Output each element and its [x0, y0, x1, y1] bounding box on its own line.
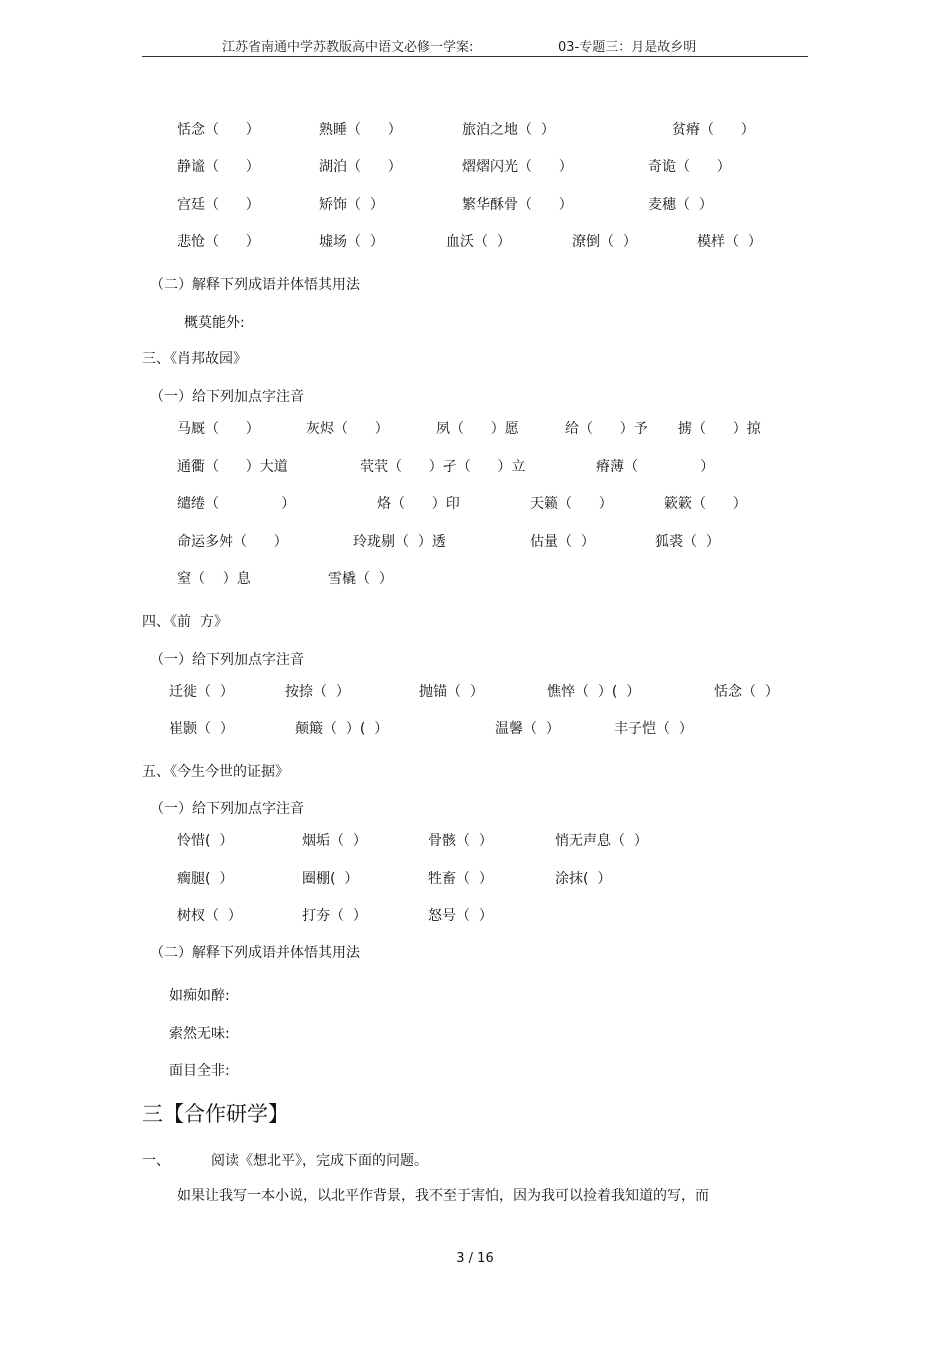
text-item: 命运多舛（ ） [177, 534, 288, 550]
text-item: 熠熠闪光（ ） [462, 159, 573, 175]
text-item: 抛锚（ ） [419, 684, 484, 700]
text-item: 模样（ ） [697, 234, 762, 250]
text-item: 熟睡（ ） [319, 122, 402, 138]
text-item: 茕茕（ ）孑（ ）立 [360, 459, 526, 475]
text-item: 悲怆（ ） [177, 234, 260, 250]
text-item: 涂抹( ） [555, 871, 612, 887]
text-item: 概莫能外: [184, 315, 245, 331]
section-heading-cooperative-study: 三【合作研学】 [142, 1102, 289, 1126]
text-item: 按捺（ ） [285, 684, 350, 700]
header-title: 江苏省南通中学苏教版高中语文必修一学案: [222, 40, 474, 55]
text-item: 马厩（ ） [177, 421, 260, 437]
text-item: 如痴如醉: [169, 988, 230, 1004]
text-item: 一、 [142, 1153, 170, 1169]
text-item: 牲畜（ ） [428, 871, 493, 887]
text-item: （二）解释下列成语并体悟其用法 [150, 945, 360, 961]
text-item: 给（ ）予 [565, 421, 648, 437]
text-item: 湖泊（ ） [319, 159, 402, 175]
text-item: 血沃（ ） [446, 234, 511, 250]
text-item: 打夯（ ） [302, 908, 367, 924]
text-item: 圈棚( ） [302, 871, 359, 887]
text-item: 窒（ ）息 [177, 571, 251, 587]
text-item: 温馨（ ） [495, 721, 560, 737]
text-item: 墟场（ ） [319, 234, 384, 250]
text-item: 恬念（ ） [714, 684, 779, 700]
text-item: 灰烬（ ） [306, 421, 389, 437]
text-item: 雪橇（ ） [328, 571, 393, 587]
text-item: 索然无味: [169, 1026, 230, 1042]
text-item: 阅读《想北平》，完成下面的问题。 [211, 1153, 428, 1169]
text-item: 繁华酥骨（ ） [462, 197, 573, 213]
text-item: 缱绻（ ） [177, 496, 296, 512]
text-item: 静谧（ ） [177, 159, 260, 175]
text-item: 四、《前 方》 [142, 614, 228, 630]
text-item: （二）解释下列成语并体悟其用法 [150, 277, 360, 293]
text-item: 簌簌（ ） [664, 496, 747, 512]
text-item: 如果让我写一本小说，以北平作背景，我不至于害怕，因为我可以捡着我知道的写，而 [177, 1188, 709, 1204]
text-item: 怜惜( ） [177, 833, 234, 849]
text-item: 迁徙（ ） [169, 684, 234, 700]
text-item: （一）给下列加点字注音 [150, 389, 304, 405]
text-item: 面目全非: [169, 1063, 230, 1079]
text-item: 三、《肖邦故园》 [142, 351, 247, 367]
page-header [142, 34, 808, 57]
text-item: 崔颢（ ） [169, 721, 234, 737]
text-item: 瘠薄（ ） [596, 459, 715, 475]
text-item: （一）给下列加点字注音 [150, 801, 304, 817]
text-item: 估量（ ） [530, 534, 595, 550]
text-item: 怒号（ ） [428, 908, 493, 924]
text-item: 旅泊之地（ ） [462, 122, 555, 138]
text-item: 宫廷（ ） [177, 197, 260, 213]
text-item: 奇诡（ ） [648, 159, 731, 175]
text-item: 五、《今生今世的证据》 [142, 764, 289, 780]
text-item: 潦倒（ ） [572, 234, 637, 250]
text-item: 贫瘠（ ） [672, 122, 755, 138]
text-item: 悄无声息（ ） [555, 833, 648, 849]
text-item: 骨骸（ ） [428, 833, 493, 849]
text-item: 通衢（ ）大道 [177, 459, 288, 475]
text-item: 烙（ ）印 [377, 496, 460, 512]
text-item: 树杈（ ） [177, 908, 242, 924]
text-item: 掳（ ）掠 [678, 421, 761, 437]
text-item: 颠簸（ ）( ） [295, 721, 389, 737]
text-item: 狐裘（ ） [655, 534, 720, 550]
text-item: 玲珑剔（ ）透 [353, 534, 446, 550]
text-item: 烟垢（ ） [302, 833, 367, 849]
text-item: 矫饰（ ） [319, 197, 384, 213]
page-number: 3 / 16 [456, 1251, 494, 1266]
text-item: （一）给下列加点字注音 [150, 652, 304, 668]
header-chapter: 03-专题三：月是故乡明 [558, 40, 697, 55]
text-item: 夙（ ）愿 [436, 421, 519, 437]
text-item: 恬念（ ） [177, 122, 260, 138]
text-item: 天籁（ ） [530, 496, 613, 512]
text-item: 瘸腿( ） [177, 871, 234, 887]
text-item: 丰子恺（ ） [614, 721, 693, 737]
text-item: 憔悴（ ）( ） [547, 684, 641, 700]
text-item: 麦穗（ ） [648, 197, 713, 213]
